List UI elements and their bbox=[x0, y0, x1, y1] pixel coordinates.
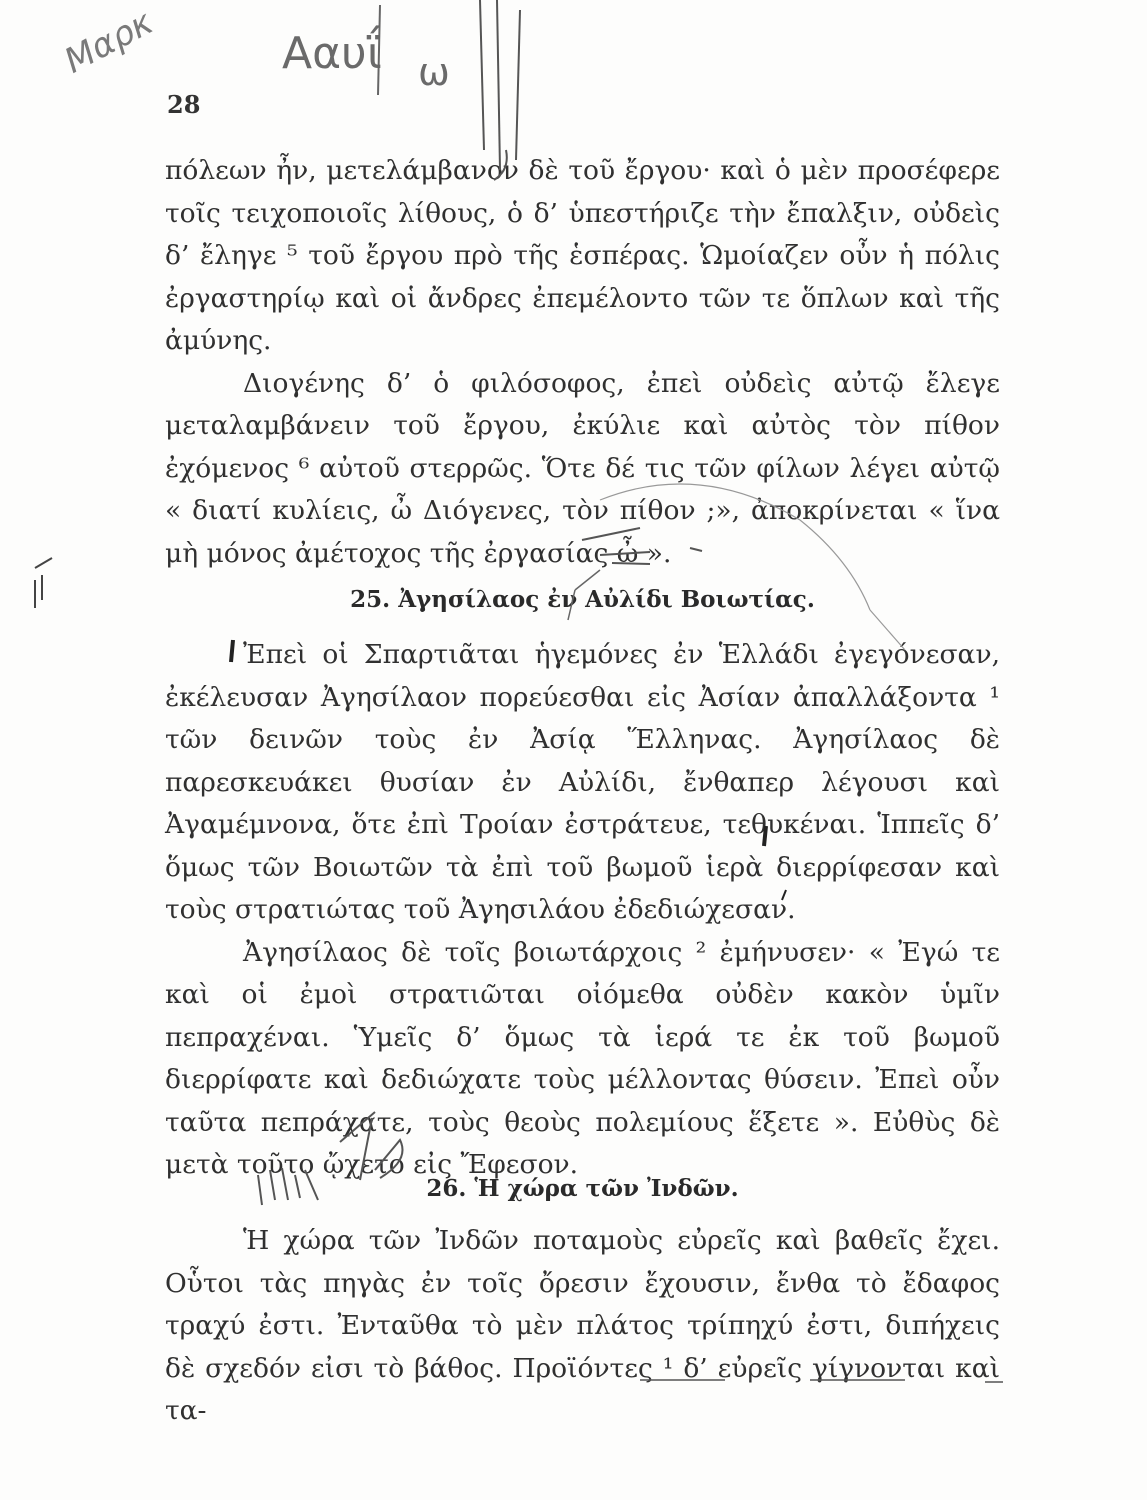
handwritten-note: Μαρκ bbox=[58, 2, 160, 82]
handwritten-symbol: ω bbox=[418, 50, 450, 94]
section-heading: 26. Ἡ χώρα τῶν Ἰνδῶν. bbox=[426, 1175, 739, 1202]
handwritten-note: Ααυΐ bbox=[282, 28, 382, 79]
section-26-text bbox=[165, 1220, 1000, 1433]
page-number: 28 bbox=[167, 90, 201, 119]
paragraph: πόλεων ἦν, μετελάμβανον δὲ τοῦ ἔργου· καὶ ὁ μὲν προσέφερε τοῖς τειχοποιοῖς λίθους, ὁ δ’ ὑπεστήριζε τὴν ἔπαλξιν, οὐδεὶς δ’ ἔληγε ⁵ τοῦ ἔργου πρὸ τῆς ἑσπέρας. Ὡμοίαζεν οὖν ἡ πόλις ἐργαστηρίῳ καὶ οἱ ἄνδρες ἐπεμέλοντο τῶν τε ὅπλων καὶ τῆς ἀμύνης. bbox=[165, 155, 1000, 356]
paragraph: Ἐπεὶ οἱ Σπαρτιᾶται ἡγεμόνες ἐν Ἑλλάδι ἐγεγόνεσαν, ἐκέλευσαν Ἀγησίλαον πορεύεσθαι εἰς Ἀσίαν ἀπαλλάξοντα ¹ τῶν δεινῶν τοὺς ἐν Ἀσίᾳ Ἕλληνας. Ἀγησίλαος δὲ παρεσκευάκει θυσίαν ἐν Αὐλίδι, ἔνθαπερ λέγουσι καὶ Ἀγαμέμνονα, ὅτε ἐπὶ Τροίαν ἐστράτευε, τεθυκέναι. Ἱππεῖς δ’ ὅμως τῶν Βοιωτῶν τὰ ἐπὶ τοῦ βωμοῦ ἱερὰ διερρίφεσαν καὶ τοὺς στρατιώτας τοῦ Ἀγησιλάου ἐδεδιώχεσαν. bbox=[165, 639, 1000, 925]
section-25-text bbox=[165, 634, 1000, 1187]
section-heading: 25. Ἀγησίλαος ἐν Αὐλίδι Βοιωτίας. bbox=[350, 586, 815, 613]
continuation-text bbox=[165, 150, 1000, 575]
paragraph: Διογένης δ’ ὁ φιλόσοφος, ἐπεὶ οὐδεὶς αὐτῷ ἔλεγε μεταλαμβάνειν τοῦ ἔργου, ἐκύλιε καὶ αὐτὸς τὸν πίθον ἐχόμενος ⁶ αὐτοῦ στερρῶς. Ὅτε δέ τις τῶν φίλων λέγει αὐτῷ « διατί κυλίεις, ὦ Διόγενες, τὸν πίθον ;», ἀποκρίνεται « ἵνα μὴ μόνος ἀμέτοχος τῆς ἐργασίας ὦ ». bbox=[165, 367, 1000, 569]
paragraph: Ἡ χώρα τῶν Ἰνδῶν ποταμοὺς εὐρεῖς καὶ βαθεῖς ἔχει. Οὗτοι τὰς πηγὰς ἐν τοῖς ὄρεσιν ἔχουσιν, ἔνθα τὸ ἔδαφος τραχύ ἐστι. Ἐνταῦθα τὸ μὲν πλάτος τρίπηχύ ἐστι, διπήχεις δὲ σχεδόν εἰσι τὸ βάθος. Προϊόντες ¹ δ’ εὐρεῖς γίγνονται καὶ τα- bbox=[165, 1225, 1000, 1426]
paragraph: Ἀγησίλαος δὲ τοῖς βοιωτάρχοις ² ἐμήνυσεν· « Ἐγώ τε καὶ οἱ ἐμοὶ στρατιῶται οἰόμεθα οὐδὲν κακὸν ὑμῖν πεπραχέναι. Ὑμεῖς δ’ ὅμως τὰ ἱερά τε ἐκ τοῦ βωμοῦ διερρίφατε καὶ δεδιώχατε τοὺς μέλλοντας θύσειν. Ἐπεὶ οὖν ταῦτα πεπράχατε, τοὺς θεοὺς πολεμίους ἕξετε ». Εὐθὺς δὲ μετὰ τοῦτο ᾤχετο εἰς Ἔφεσον. bbox=[165, 936, 1000, 1180]
